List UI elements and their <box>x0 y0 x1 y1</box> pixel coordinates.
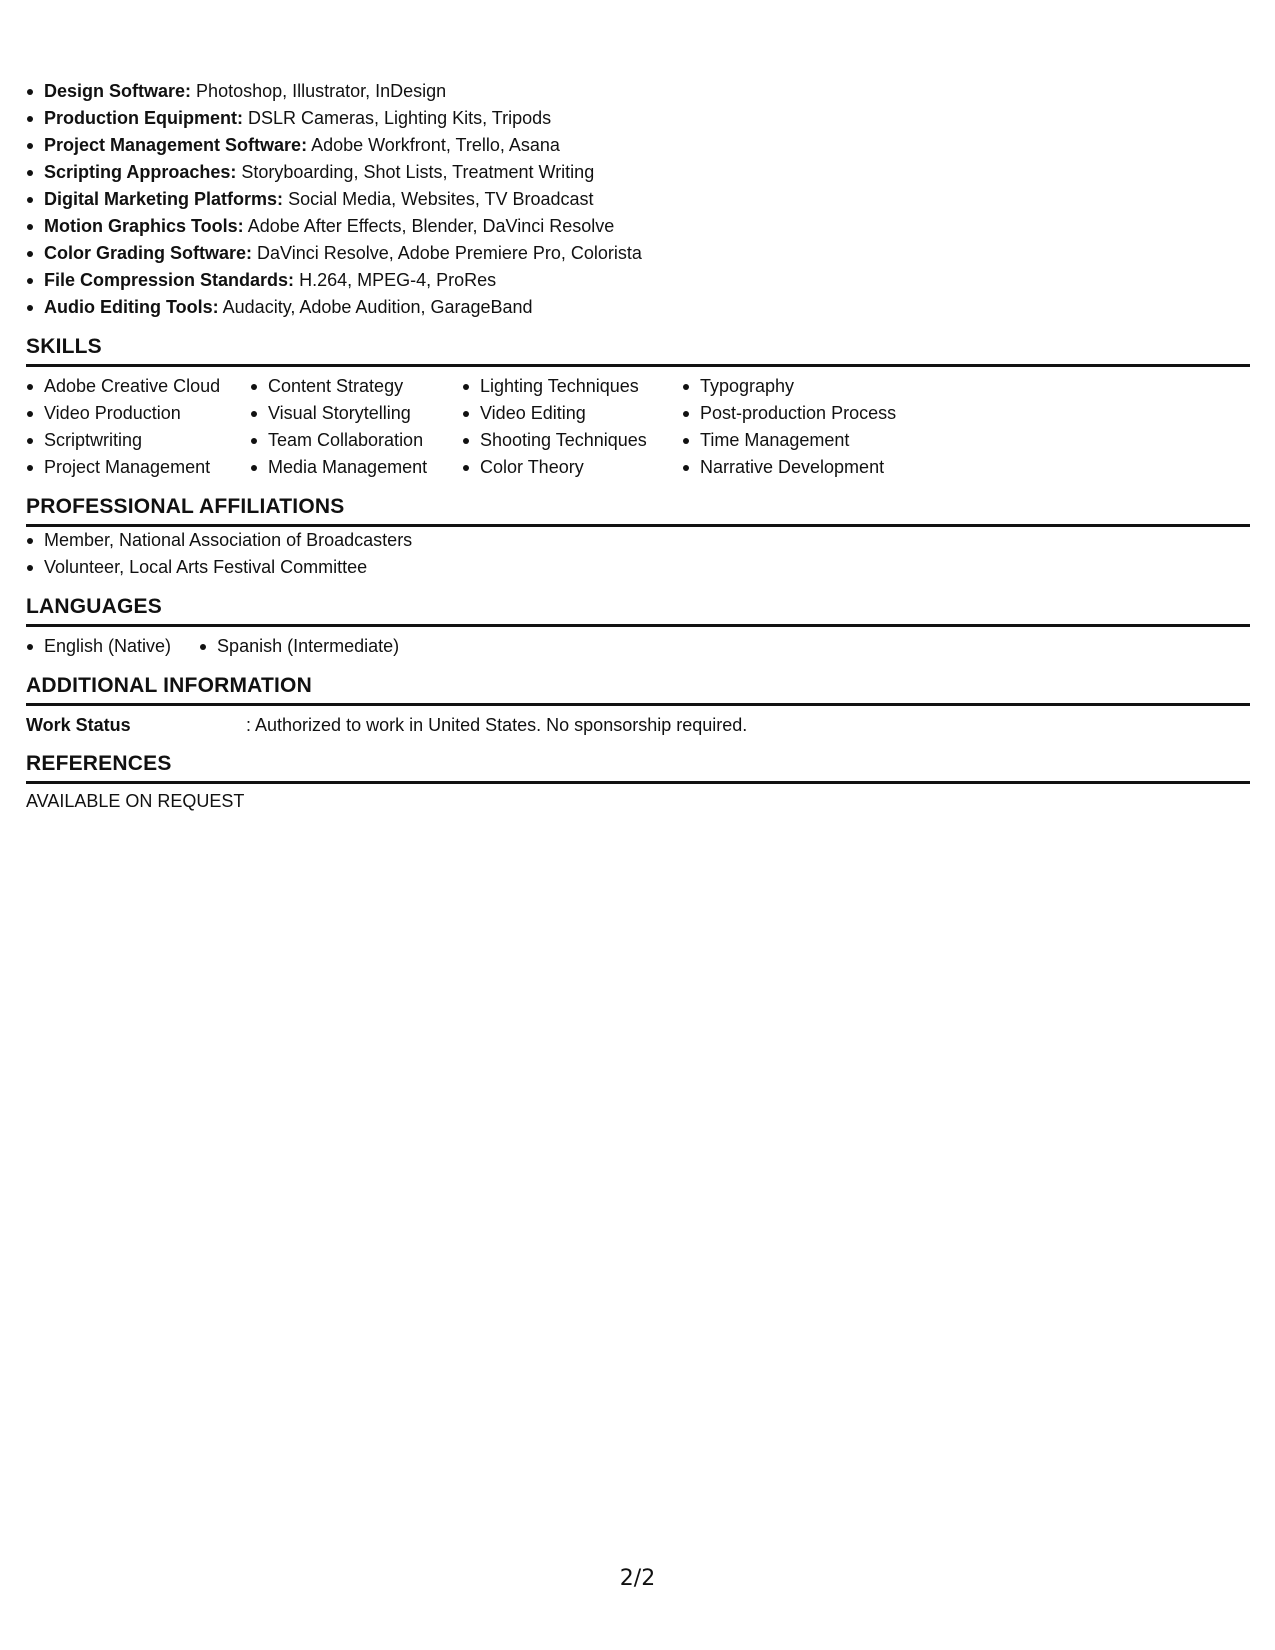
tool-label: Color Grading Software: <box>44 243 253 263</box>
list-item: Color Theory <box>462 454 682 481</box>
skills-grid <box>26 373 1250 481</box>
list-item: Shooting Techniques <box>462 427 682 454</box>
list-item: Lighting Techniques <box>462 373 682 400</box>
tool-label: Design Software: <box>44 81 192 101</box>
list-item <box>26 186 1250 213</box>
list-item <box>26 240 1250 267</box>
list-item <box>26 159 1250 186</box>
tool-label: Scripting Approaches: <box>44 162 237 182</box>
list-item: Project Management <box>26 454 250 481</box>
additional-info-section <box>26 673 1250 738</box>
affiliations-list <box>26 527 1250 581</box>
work-status-value: : Authorized to work in United States. No sponsorship required. <box>246 715 748 735</box>
languages-list <box>199 633 399 660</box>
list-item <box>26 78 1250 105</box>
tool-value: Storyboarding, Shot Lists, Treatment Writing <box>241 162 595 182</box>
languages-section <box>26 594 1250 660</box>
skills-column <box>462 373 682 481</box>
list-item <box>26 213 1250 240</box>
list-item: Scriptwriting <box>26 427 250 454</box>
resume-page <box>26 78 1250 814</box>
languages-row <box>26 633 1250 660</box>
section-title-additional-info: ADDITIONAL INFORMATION <box>26 673 1250 706</box>
list-item: Video Editing <box>462 400 682 427</box>
list-item <box>26 267 1250 294</box>
list-item: Narrative Development <box>682 454 942 481</box>
section-title-skills: SKILLS <box>26 334 1250 367</box>
references-section <box>26 751 1250 814</box>
list-item: English (Native) <box>26 633 171 660</box>
tool-value: Adobe After Effects, Blender, DaVinci Resolve <box>247 216 615 236</box>
section-title-references: REFERENCES <box>26 751 1250 784</box>
list-item: Video Production <box>26 400 250 427</box>
tool-value: DSLR Cameras, Lighting Kits, Tripods <box>248 108 552 128</box>
skills-column <box>250 373 462 481</box>
languages-list <box>26 633 171 660</box>
tools-list <box>26 78 1250 321</box>
tool-value: H.264, MPEG-4, ProRes <box>299 270 497 290</box>
work-status-label: Work Status <box>26 715 131 735</box>
tool-label: Project Management Software: <box>44 135 308 155</box>
page-number: 2/2 <box>619 1566 656 1591</box>
section-title-languages: LANGUAGES <box>26 594 1250 627</box>
list-item: Content Strategy <box>250 373 462 400</box>
work-status-row <box>26 712 1250 738</box>
skills-column <box>682 373 942 481</box>
list-item: Spanish (Intermediate) <box>199 633 399 660</box>
list-item: Visual Storytelling <box>250 400 462 427</box>
tool-label: File Compression Standards: <box>44 270 295 290</box>
list-item <box>26 105 1250 132</box>
list-item: Member, National Association of Broadcasters <box>26 527 1250 554</box>
list-item: Team Collaboration <box>250 427 462 454</box>
tool-value: Social Media, Websites, TV Broadcast <box>288 189 594 209</box>
tool-label: Production Equipment: <box>44 108 243 128</box>
tool-value: Photoshop, Illustrator, InDesign <box>196 81 447 101</box>
tool-label: Digital Marketing Platforms: <box>44 189 284 209</box>
skills-column <box>26 373 250 481</box>
references-text: AVAILABLE ON REQUEST <box>26 791 245 811</box>
tool-value: Audacity, Adobe Audition, GarageBand <box>222 297 533 317</box>
tool-value: DaVinci Resolve, Adobe Premiere Pro, Colorista <box>257 243 642 263</box>
section-title-affiliations: PROFESSIONAL AFFILIATIONS <box>26 494 1250 527</box>
affiliations-section <box>26 494 1250 581</box>
list-item <box>26 294 1250 321</box>
list-item: Post-production Process <box>682 400 942 427</box>
list-item: Time Management <box>682 427 942 454</box>
list-item: Typography <box>682 373 942 400</box>
tool-label: Audio Editing Tools: <box>44 297 219 317</box>
list-item: Volunteer, Local Arts Festival Committee <box>26 554 1250 581</box>
list-item: Media Management <box>250 454 462 481</box>
list-item: Adobe Creative Cloud <box>26 373 250 400</box>
skills-section <box>26 334 1250 481</box>
list-item <box>26 132 1250 159</box>
tool-label: Motion Graphics Tools: <box>44 216 244 236</box>
tool-value: Adobe Workfront, Trello, Asana <box>311 135 560 155</box>
